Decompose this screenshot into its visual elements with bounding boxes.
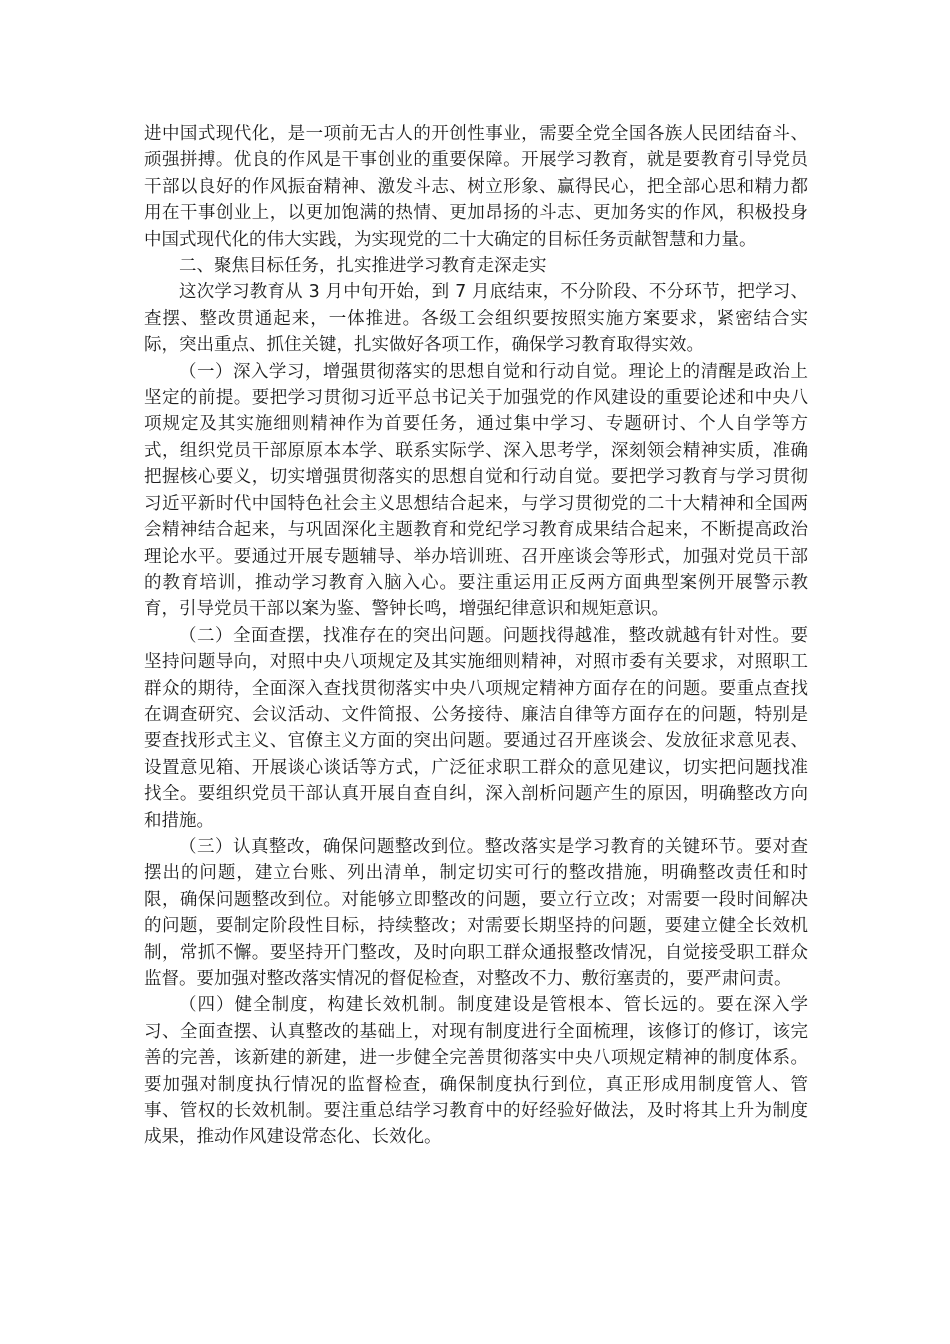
paragraph-intro-continuation: 进中国式现代化，是一项前无古人的开创性事业，需要全党全国各族人民团结奋斗、顽强拼搏。优良的作风是干事创业的重要保障。开展学习教育，就是要教育引导党员干部以良好的作风振奋精神、激发斗志、树立形象、赢得民心，把全部心思和精力都用在干事创业上，以更加饱满的热情、更加昂扬的斗志、更加务实的作风，积极投身中国式现代化的伟大实践，为实现党的二十大确定的目标任务贡献智慧和力量。: [144, 124, 808, 250]
paragraph-item-1: （一）深入学习，增强贯彻落实的思想自觉和行动自觉。理论上的清醒是政治上坚定的前提。要把学习贯彻习近平总书记关于加强党的作风建设的重要论述和中央八项规定及其实施细则精神作为首要任务，通过集中学习、专题研讨、个人自学等方式，组织党员干部原原本本学、联系实际学、深入思考学，深刻领会精神实质，准确把握核心要义，切实增强贯彻落实的思想自觉和行动自觉。要把学习教育与学习贯彻习近平新时代中国特色社会主义思想结合起来，与学习贯彻党的二十大精神和全国两会精神结合起来，与巩固深化主题教育和党纪学习教育成果结合起来，不断提高政治理论水平。要通过开展专题辅导、举办培训班、召开座谈会等形式，加强对党员干部的教育培训，推动学习教育入脑入心。要注重运用正反两方面典型案例开展警示教育，引导党员干部以案为鉴、警钟长鸣，增强纪律意识和规矩意识。: [144, 361, 808, 620]
document-body: [144, 121, 808, 1151]
paragraph-item-3: （三）认真整改，确保问题整改到位。整改落实是学习教育的关键环节。要对查摆出的问题，建立台账、列出清单，制定切实可行的整改措施，明确整改责任和时限，确保问题整改到位。对能够立即整改的问题，要立行立改；对需要一段时间解决的问题，要制定阶段性目标，持续整改；对需要长期坚持的问题，要建立健全长效机制，常抓不懈。要坚持开门整改，及时向职工群众通报整改情况，自觉接受职工群众监督。要加强对整改落实情况的督促检查，对整改不力、敷衍塞责的，要严肃问责。: [144, 836, 808, 989]
paragraph-item-2: （二）全面查摆，找准存在的突出问题。问题找得越准，整改就越有针对性。要坚持问题导向，对照中央八项规定及其实施细则精神，对照市委有关要求，对照职工群众的期待，全面深入查找贯彻落实中央八项规定精神方面存在的问题。要重点查找在调查研究、会议活动、文件简报、公务接待、廉洁自律等方面存在的问题，特别是要查找形式主义、官僚主义方面的突出问题。要通过召开座谈会、发放征求意见表、设置意见箱、开展谈心谈话等方式，广泛征求职工群众的意见建议，切实把问题找准找全。要组织党员干部认真开展自查自纠，深入剖析问题产生的原因，明确整改方向和措施。: [144, 625, 808, 831]
section-heading: 二、聚焦目标任务，扎实推进学习教育走深走实: [179, 256, 547, 277]
paragraph-overview: 这次学习教育从 3 月中旬开始，到 7 月底结束，不分阶段、不分环节，把学习、查摆、整改贯通起来，一体推进。各级工会组织要按照实施方案要求，紧密结合实际，突出重点、抓住关键，扎实做好各项工作，确保学习教育取得实效。: [144, 282, 808, 356]
paragraph-item-4: （四）健全制度，构建长效机制。制度建设是管根本、管长远的。要在深入学习、全面查摆、认真整改的基础上，对现有制度进行全面梳理，该修订的修订，该完善的完善，该新建的新建，进一步健全完善贯彻落实中央八项规定精神的制度体系。要加强对制度执行情况的监督检查，确保制度执行到位，真正形成用制度管人、管事、管权的长效机制。要注重总结学习教育中的好经验好做法，及时将其上升为制度成果，推动作风建设常态化、长效化。: [144, 995, 808, 1148]
